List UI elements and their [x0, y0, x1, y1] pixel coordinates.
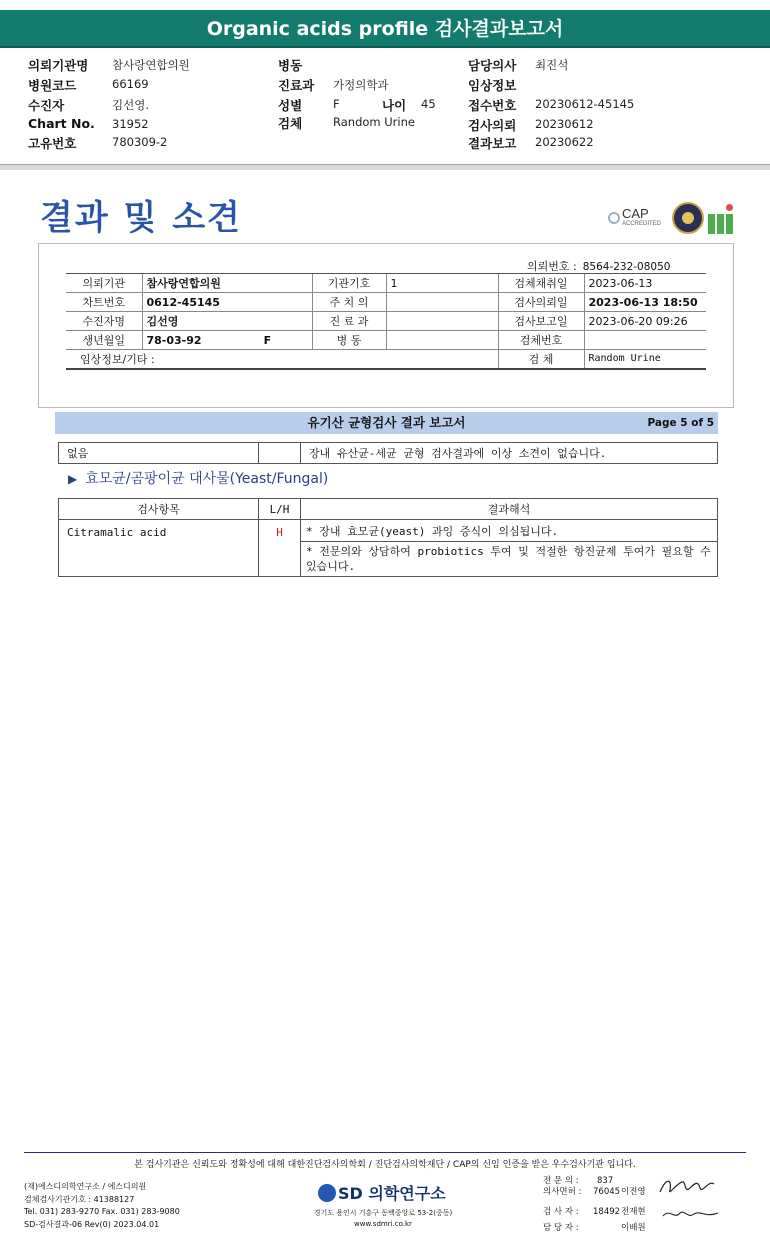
info-value: 20230612-45145: [535, 97, 635, 111]
cell-label: 병 동: [312, 331, 386, 350]
sd-brand-text: SD 의학연구소: [338, 1184, 446, 1203]
test-item: Citramalic acid: [59, 520, 259, 577]
info-label: 의뢰기관명: [28, 58, 89, 73]
table-row: [66, 331, 706, 350]
sd-brand-logo: [318, 1181, 446, 1204]
table-row: [66, 350, 706, 369]
info-label: Chart No.: [28, 116, 95, 131]
info-value: 31952: [112, 117, 149, 131]
info-label: 담당의사: [468, 58, 517, 73]
signature-image-1: [656, 1174, 720, 1200]
cell-label: 주 치 의: [312, 293, 386, 312]
info-value: 66169: [112, 77, 149, 91]
info-label: 검체: [278, 116, 303, 131]
request-number: [527, 258, 670, 274]
table-row: [66, 312, 706, 331]
info-value: 20230622: [535, 135, 594, 149]
patient-info-header: [0, 52, 770, 164]
comment-1: * 장내 효모균(yeast) 과잉 증식이 의심됩니다.: [301, 520, 718, 542]
address-text: 경기도 용인시 기흥구 동백중앙로 53-2(중동): [313, 1209, 453, 1217]
page-number: Page 5 of 5: [647, 417, 714, 429]
patient-table: [66, 273, 706, 370]
note-left: 없음: [59, 443, 259, 464]
cell-label: 검사보고일: [498, 312, 584, 331]
birthdate-value: 78-03-92: [146, 333, 202, 347]
cell-label: 검사의뢰일: [498, 293, 584, 312]
balance-note-table: [58, 442, 718, 464]
cell-value: 참사랑연합의원: [142, 274, 312, 293]
info-label: 진료과: [278, 78, 315, 93]
section-title: 결과 및 소견: [40, 198, 242, 238]
table-row: [59, 520, 718, 542]
signer-name: 이배원: [621, 1223, 646, 1233]
cell-value: [386, 331, 498, 350]
info-value: 가정의학과: [333, 78, 389, 92]
cell-label: 검체번호: [498, 331, 584, 350]
cap-logo: [608, 206, 668, 232]
sex-value: F: [263, 333, 272, 347]
info-label: 임상정보: [468, 78, 517, 93]
cell-value: 1: [386, 274, 498, 293]
signer-role: 전 문 의 :: [543, 1176, 579, 1186]
cell-value: [386, 293, 498, 312]
cell-value: [584, 331, 706, 350]
info-value: 20230612: [535, 117, 594, 131]
cap-subtext: ACCREDITED: [622, 221, 662, 227]
lab-name: (재)에스디의학연구소 / 에스디의원: [24, 1182, 147, 1191]
lab-medicine-logo-icon: [708, 204, 736, 234]
footer-accreditation-note: 본 검사기관은 신뢰도와 정확성에 대해 대한진단검사의학회 / 진단검사의학재단 / CAP의 신임 인증을 받은 우수검사기관 입니다.: [134, 1160, 636, 1170]
table-header-row: [59, 499, 718, 520]
age-value: 45: [421, 97, 436, 111]
info-value: 780309-2: [112, 135, 168, 149]
flag-high: H: [259, 520, 301, 577]
yeast-heading-text: 효모균/곰팡이균 대사물(Yeast/Fungal): [85, 471, 329, 487]
info-label: 검사의뢰: [468, 118, 517, 133]
signer-no: 18492: [593, 1207, 621, 1217]
cell-value: 0612-45145: [142, 293, 312, 312]
report-title: 유기산 균형검사 결과 보고서: [307, 415, 466, 430]
info-label: 성별: [278, 98, 303, 113]
cell-label: 생년월일: [66, 331, 142, 350]
note-empty: [259, 443, 301, 464]
header-lh: L/H: [259, 499, 301, 520]
table-row: [59, 443, 718, 464]
request-number-label: 의뢰번호 :: [527, 260, 577, 273]
report-title-bar: [55, 412, 718, 434]
footer-lab-info: [24, 1181, 180, 1231]
signer-no: 837: [597, 1176, 614, 1186]
cell-value: [386, 312, 498, 331]
table-row: [66, 274, 706, 293]
info-value: 김선영.: [112, 98, 149, 112]
cap-text: CAP: [622, 206, 649, 221]
signer-name: 전재현: [621, 1207, 646, 1217]
header-divider: [0, 164, 770, 170]
cell-value: 2023-06-20 09:26: [584, 312, 706, 331]
header-item: 검사항목: [59, 499, 259, 520]
cell-value: 2023-06-13 18:50: [584, 293, 706, 312]
info-value: 최진석: [535, 58, 569, 72]
signer-name: 이진영: [621, 1187, 646, 1197]
cell-label: 의뢰기관: [66, 274, 142, 293]
info-label: 병원코드: [28, 78, 77, 93]
yeast-result-table: [58, 498, 718, 577]
table-row: [66, 293, 706, 312]
report-header: Organic acids profile 검사결과보고서: [0, 10, 770, 48]
signature-image-2: [660, 1204, 722, 1224]
cell-label: 검체채취일: [498, 274, 584, 293]
info-label: 접수번호: [468, 98, 517, 113]
info-value: F: [333, 97, 340, 111]
signer-role: 담 당 자 :: [543, 1223, 579, 1233]
cell-label: 진 료 과: [312, 312, 386, 331]
cap-circle-icon: [608, 212, 620, 224]
website-text: www.sdmri.co.kr: [354, 1220, 412, 1228]
signer-role: 의사면허 :: [543, 1187, 582, 1197]
form-revision: SD-검사결과-06 Rev(0) 2023.04.01: [24, 1219, 160, 1229]
lab-code: 검체검사기관기호 : 41388127: [24, 1194, 135, 1204]
cell-value: [142, 331, 312, 350]
yeast-section-heading: [68, 468, 328, 488]
age-label: 나이: [382, 98, 407, 113]
triangle-bullet-icon: ▶: [68, 472, 78, 486]
cell-value: 김선영: [142, 312, 312, 331]
info-label: 병동: [278, 58, 303, 73]
cell-value: Random Urine: [584, 350, 706, 369]
signer-no: 76045: [593, 1187, 621, 1197]
clinical-info: 임상정보/기타 :: [66, 350, 498, 369]
info-label: 결과보고: [468, 136, 517, 151]
comment-2: * 전문의와 상담하여 probiotics 투여 및 적절한 항진균제 투여가 필요할 수 있습니다.: [301, 542, 718, 577]
info-value: Random Urine: [333, 115, 415, 129]
note-right: 장내 유산균-세균 균형 검사결과에 이상 소견이 없습니다.: [301, 443, 718, 464]
header-interpretation: 결과해석: [301, 499, 718, 520]
cell-label: 기관기호: [312, 274, 386, 293]
signer-role: 검 사 자 :: [543, 1207, 579, 1217]
cell-label: 검 체: [498, 350, 584, 369]
lab-contact: Tel. 031) 283-9270 Fax. 031) 283-9080: [24, 1207, 180, 1216]
footer-divider: [24, 1152, 746, 1153]
society-seal-icon: [672, 202, 704, 234]
info-value: 참사랑연합의원: [112, 58, 190, 72]
cell-value: 2023-06-13: [584, 274, 706, 293]
info-label: 고유번호: [28, 136, 77, 151]
cell-label: 차트번호: [66, 293, 142, 312]
sd-globe-icon: [318, 1184, 336, 1202]
request-number-value: 8564-232-08050: [582, 261, 671, 273]
cell-label: 수진자명: [66, 312, 142, 331]
info-label: 수진자: [28, 98, 65, 113]
footer-address: [290, 1208, 476, 1230]
